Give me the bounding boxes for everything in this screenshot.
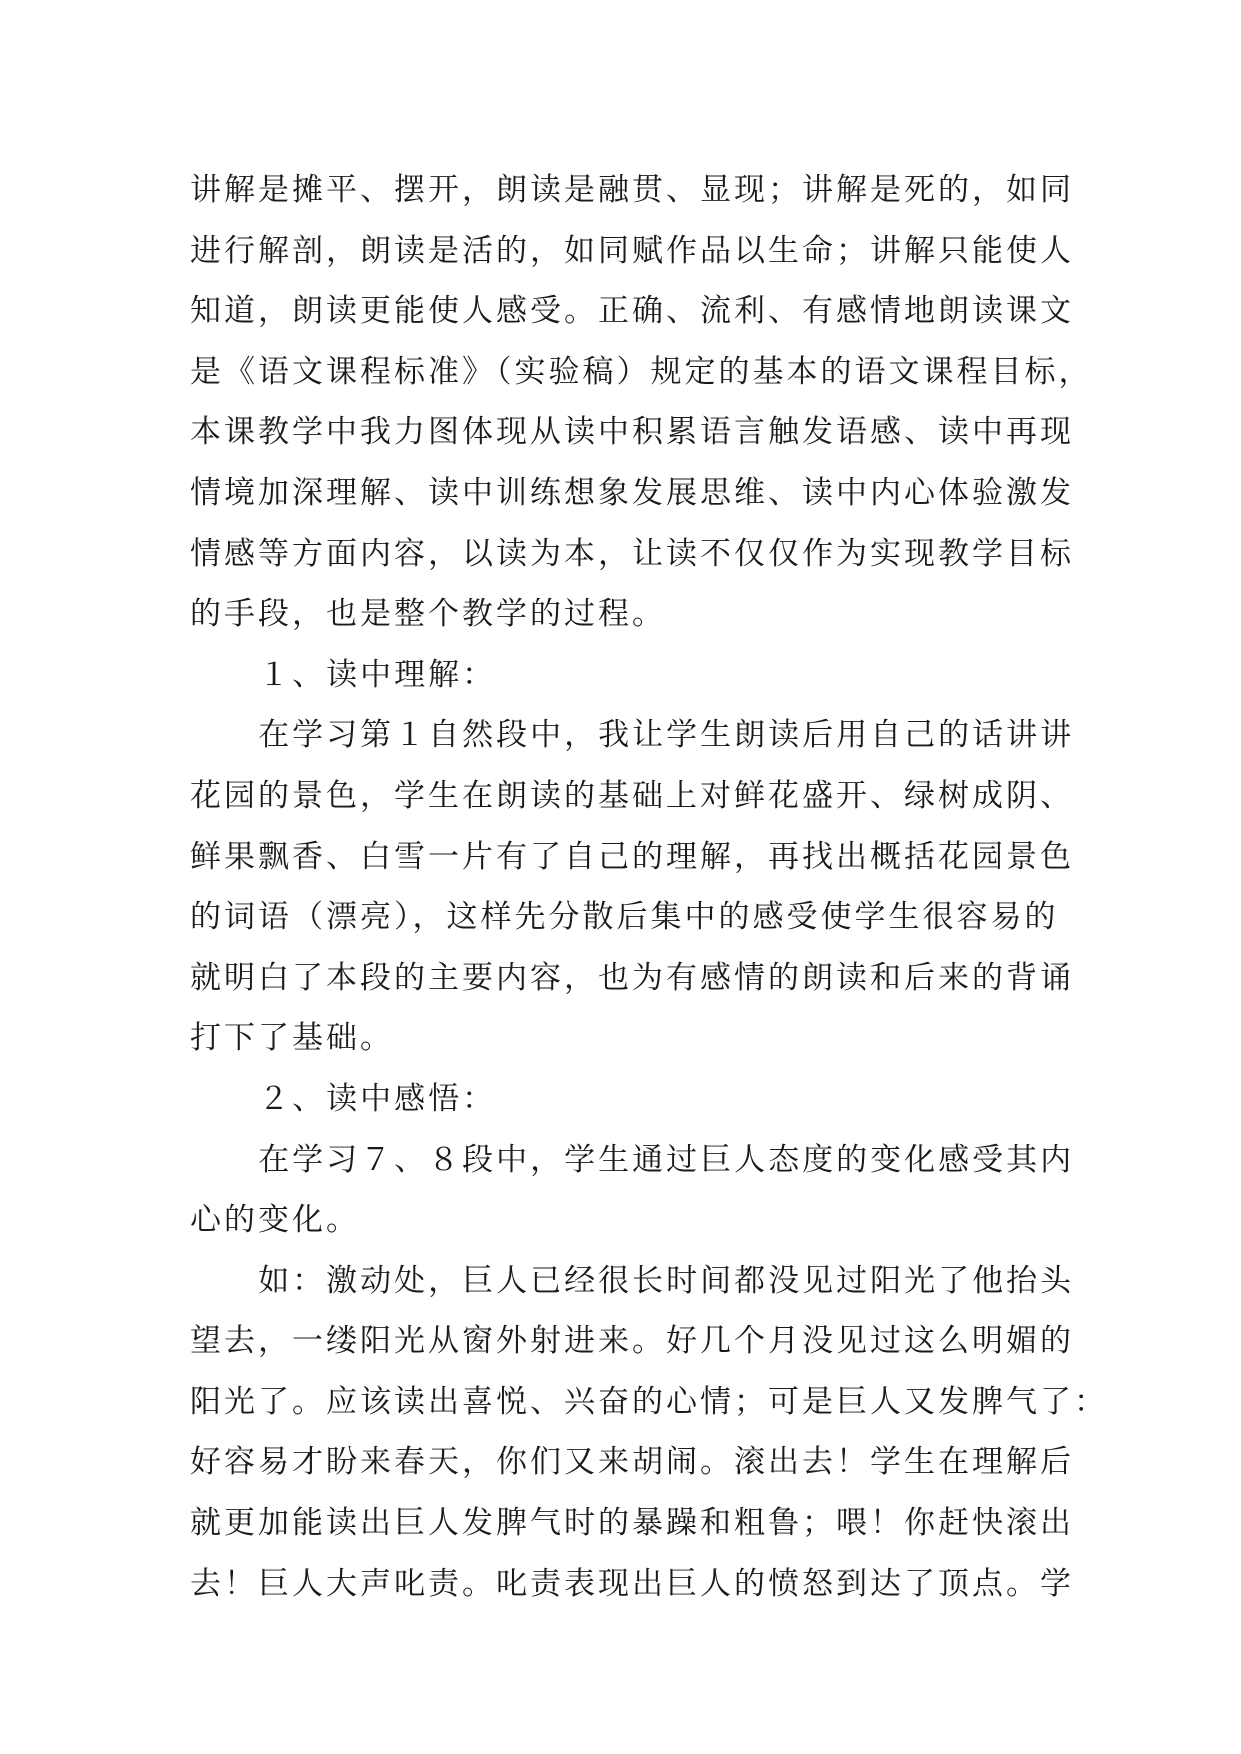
text-line: 的词语（漂亮），这样先分散后集中的感受使学生很容易的 — [190, 899, 1059, 936]
text-line: 在学习７、８段中，学生通过巨人态度的变化感受其内 — [258, 1141, 1075, 1178]
document-body — [190, 160, 1108, 1614]
text-line: 是《语文课程标准》（实验稿）规定的基本的语文课程目标， — [190, 353, 1093, 390]
text-line: １、读中理解： — [258, 656, 497, 693]
text-line: 知道，朗读更能使人感受。正确、流利、有感情地朗读课文 — [190, 293, 1074, 330]
text-line: 的手段，也是整个教学的过程。 — [190, 596, 666, 633]
text-line: 本课教学中我力图体现从读中积累语言触发语感、读中再现 — [190, 414, 1074, 451]
text-line: 心的变化。 — [190, 1202, 360, 1239]
text-line: 如：激动处，巨人已经很长时间都没见过阳光了他抬头 — [258, 1262, 1075, 1299]
text-line: 阳光了。应该读出喜悦、兴奋的心情；可是巨人又发脾气了： — [190, 1383, 1108, 1420]
text-line: ２、读中感悟： — [258, 1080, 497, 1117]
text-line: 情境加深理解、读中训练想象发展思维、读中内心体验激发 — [190, 474, 1074, 511]
text-line: 讲解是摊平、摆开，朗读是融贯、显现；讲解是死的，如同 — [190, 172, 1074, 208]
text-line: 情感等方面内容，以读为本，让读不仅仅作为实现教学目标 — [190, 535, 1074, 572]
text-line: 鲜果飘香、白雪一片有了自己的理解，再找出概括花园景色 — [190, 838, 1074, 875]
text-line: 在学习第１自然段中，我让学生朗读后用自己的话讲讲 — [258, 717, 1075, 754]
text-line: 就明白了本段的主要内容，也为有感情的朗读和后来的背诵 — [190, 959, 1074, 996]
text-line: 去！巨人大声叱责。叱责表现出巨人的愤怒到达了顶点。学 — [190, 1565, 1074, 1602]
text-line: 好容易才盼来春天，你们又来胡闹。滚出去！学生在理解后 — [190, 1444, 1074, 1481]
text-line: 望去，一缕阳光从窗外射进来。好几个月没见过这么明媚的 — [190, 1323, 1074, 1360]
text-line: 就更加能读出巨人发脾气时的暴躁和粗鲁；喂！你赶快滚出 — [190, 1505, 1074, 1542]
text-line: 打下了基础。 — [190, 1020, 394, 1057]
text-line: 进行解剖，朗读是活的，如同赋作品以生命；讲解只能使人 — [190, 232, 1074, 269]
text-line: 花园的景色，学生在朗读的基础上对鲜花盛开、绿树成阴、 — [190, 777, 1074, 814]
